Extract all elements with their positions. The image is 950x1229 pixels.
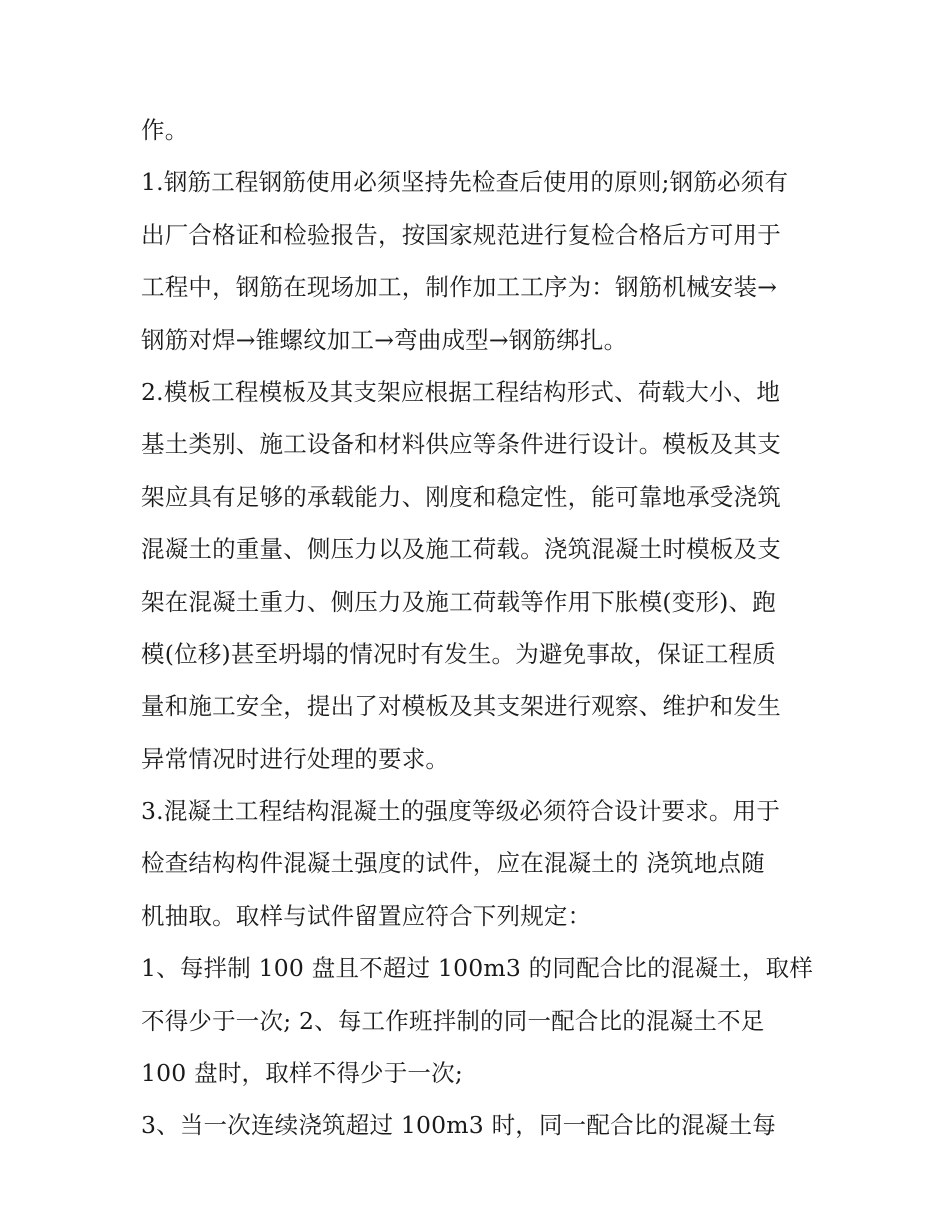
text-line: 3、当一次连续浇筑超过 100m3 时，同一配合比的混凝土每 <box>141 1111 776 1140</box>
document-body <box>141 104 816 1152</box>
text-line: 2.模板工程模板及其支架应根据工程结构形式、荷载大小、地 <box>141 377 781 406</box>
text-line: 模(位移)甚至坍塌的情况时有发生。为避免事故，保证工程质 <box>141 639 776 668</box>
text-line: 1、每拌制 100 盘且不超过 100m3 的同配合比的混凝土，取样 <box>141 954 814 983</box>
text-line: 架应具有足够的承载能力、刚度和稳定性，能可靠地承受浇筑 <box>141 482 781 511</box>
text-line: 100 盘时，取样不得少于一次; <box>141 1059 463 1088</box>
text-line: 混凝土的重量、侧压力以及施工荷载。浇筑混凝土时模板及支 <box>141 535 781 564</box>
text-line: 基土类别、施工设备和材料供应等条件进行设计。模板及其支 <box>141 430 781 459</box>
text-line: 检查结构构件混凝土强度的试件，应在混凝土的 浇筑地点随 <box>141 849 765 878</box>
text-line: 工程中，钢筋在现场加工，制作加工工序为：钢筋机械安装→ <box>141 273 778 302</box>
text-line: 架在混凝土重力、侧压力及施工荷载等作用下胀模(变形)、跑 <box>141 587 776 616</box>
text-line: 不得少于一次; 2、每工作班拌制的同一配合比的混凝土不足 <box>141 1006 765 1035</box>
text-line: 量和施工安全，提出了对模板及其支架进行观察、维护和发生 <box>141 692 781 721</box>
text-line: 机抽取。取样与试件留置应符合下列规定： <box>141 901 592 930</box>
text-line: 3.混凝土工程结构混凝土的强度等级必须符合设计要求。用于 <box>141 797 781 826</box>
text-line: 1.钢筋工程钢筋使用必须坚持先检查后使用的原则;钢筋必须有 <box>141 168 789 197</box>
text-line: 钢筋对焊→锥螺纹加工→弯曲成型→钢筋绑扎。 <box>141 325 628 354</box>
text-line: 作。 <box>141 116 189 144</box>
text-line: 异常情况时进行处理的要求。 <box>141 744 450 773</box>
text-line: 出厂合格证和检验报告，按国家规范进行复检合格后方可用于 <box>141 220 781 249</box>
